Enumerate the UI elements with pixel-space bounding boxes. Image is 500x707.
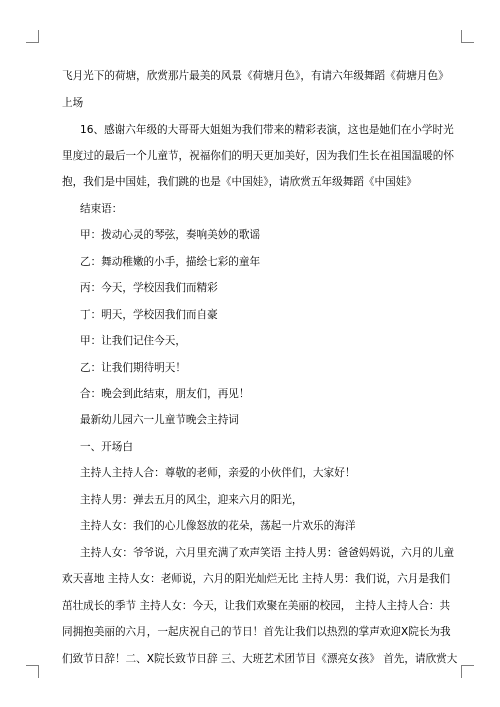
text-line: 丙：今天，学校因我们而精彩 [80, 282, 218, 294]
text-line: 主持人女：我们的心儿像怒放的花朵，荡起一片欢乐的海洋 [80, 520, 356, 532]
text-line: 茁壮成长的季节 主持人女：今天，让我们欢聚在美丽的校园， 主持人主持人合：共 [62, 600, 451, 612]
text-line: 一、开场白 [80, 441, 133, 453]
text-line: 最新幼儿园六一儿童节晚会主持词 [80, 414, 239, 426]
text-line: 主持人主持人合：尊敬的老师，亲爱的小伙伴们，大家好！ [80, 467, 356, 479]
crop-mark-top-left [26, 30, 39, 43]
text-line: 们致节日辞！二、X院长致节日辞 三、大班艺术团节目《漂亮女孩》 首先，请欣赏大 [62, 653, 458, 665]
text-line: 乙：舞动稚嫩的小手，描绘七彩的童年 [80, 256, 261, 268]
text-line: 主持人男：弹去五月的风尘，迎来六月的阳光， [80, 494, 303, 506]
text-line: 乙：让我们期待明天！ [80, 362, 186, 374]
text-line: 里度过的最后一个儿童节，祝福你们的明天更加美好，因为我们生长在祖国温暖的怀 [62, 150, 454, 162]
text-line: 16、感谢六年级的大哥哥大姐姐为我们带来的精彩表演，这也是她们在小学时光 [80, 124, 454, 136]
text-line: 丁：明天，学校因我们而自豪 [80, 309, 218, 321]
text-line: 飞月光下的荷塘，欣赏那片最美的风景《荷塘月色》，有请六年级舞蹈《荷塘月色》 [62, 70, 449, 82]
crop-mark-top-right [461, 30, 474, 43]
text-line: 甲：拨动心灵的琴弦，奏响美妙的歌谣 [80, 229, 261, 241]
text-line: 合：晚会到此结束，朋友们，再见！ [80, 388, 250, 400]
text-line: 抱，我们是中国娃，我们跳的也是《中国娃》，请欣赏五年级舞蹈《中国娃》 [62, 176, 417, 188]
text-line: 甲：让我们记住今天， [80, 335, 186, 347]
text-line: 同拥抱美丽的六月，一起庆祝自己的节日！首先让我们以热烈的掌声欢迎X院长为我 [62, 626, 451, 638]
text-line: 上场 [62, 97, 84, 109]
text-line: 欢天喜地 主持人女：老师说，六月的阳光灿烂无比 主持人男：我们说，六月是我们 [62, 573, 451, 585]
crop-mark-bottom-left [26, 665, 39, 678]
text-line: 主持人女：爷爷说，六月里充满了欢声笑语 主持人男：爸爸妈妈说，六月的儿童 [80, 547, 455, 559]
text-line: 结束语： [80, 203, 123, 215]
crop-mark-bottom-right [461, 665, 474, 678]
